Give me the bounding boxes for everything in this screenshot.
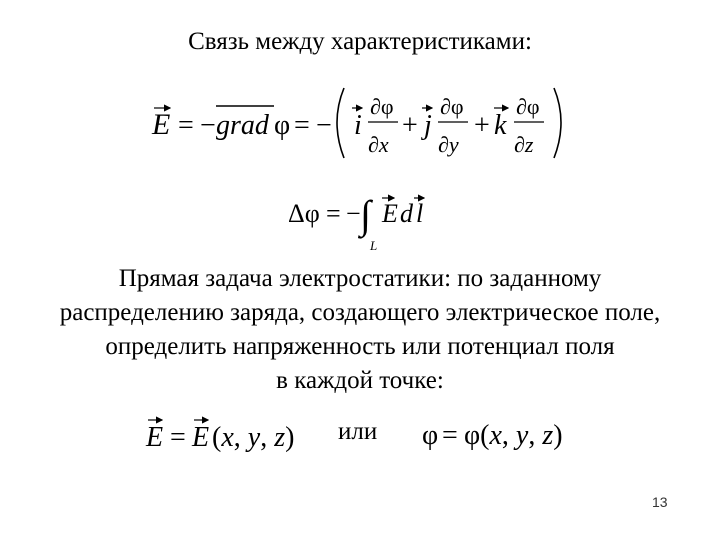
svg-text:j: j (424, 110, 432, 141)
svg-text:−: − (200, 110, 216, 141)
problem-line-1: Прямая задача электростатики: по заданному (118, 265, 602, 292)
svg-text:L: L (370, 238, 378, 253)
svg-text:E: E (146, 422, 164, 453)
svg-text:=: = (442, 420, 458, 451)
svg-text:(x, y, z): (x, y, z) (212, 422, 295, 453)
problem-statement (10, 262, 710, 398)
svg-text:−: − (346, 199, 361, 228)
svg-text:grad: grad (216, 110, 269, 141)
svg-text:∂y: ∂y (438, 132, 459, 157)
svg-text:+: + (474, 110, 490, 141)
svg-text:+: + (402, 110, 418, 141)
formula-potential-integral (286, 184, 446, 256)
slide-heading: Связь между характеристиками: (188, 28, 532, 55)
svg-text:k: k (494, 110, 507, 141)
svg-text:Δφ: Δφ (288, 199, 320, 228)
svg-text:φ: φ (422, 420, 439, 451)
svg-text:d: d (400, 199, 413, 228)
svg-text:∫: ∫ (360, 192, 371, 237)
svg-text:∂φ: ∂φ (440, 94, 464, 119)
svg-text:=: = (178, 110, 194, 141)
problem-line-2: распределению заряда, создающего электрическое поле, (59, 299, 661, 326)
svg-text:∂x: ∂x (368, 132, 389, 157)
svg-text:=: = (294, 110, 310, 141)
svg-text:l: l (416, 199, 424, 228)
page-number: 13 (652, 494, 668, 510)
svg-text:E: E (192, 422, 210, 453)
svg-text:=: = (170, 422, 186, 453)
svg-text:φ(x, y, z): φ(x, y, z) (464, 420, 563, 451)
svg-text:∂φ: ∂φ (370, 94, 394, 119)
svg-text:i: i (354, 110, 362, 141)
svg-text:E: E (382, 199, 398, 228)
svg-text:∂φ: ∂φ (516, 94, 540, 119)
problem-line-4: в каждой точке: (276, 367, 444, 394)
svg-text:φ: φ (274, 110, 291, 141)
svg-text:−: − (316, 110, 332, 141)
formula-field-function (142, 408, 302, 460)
formula-gradient-relation (150, 78, 590, 166)
svg-text:∂z: ∂z (514, 132, 534, 157)
connector-word: или (338, 418, 378, 445)
formula-potential-function (420, 408, 580, 460)
svg-text:=: = (326, 199, 341, 228)
svg-text:E: E (152, 108, 171, 141)
problem-line-3: определить напряженность или потенциал поля (105, 333, 615, 360)
